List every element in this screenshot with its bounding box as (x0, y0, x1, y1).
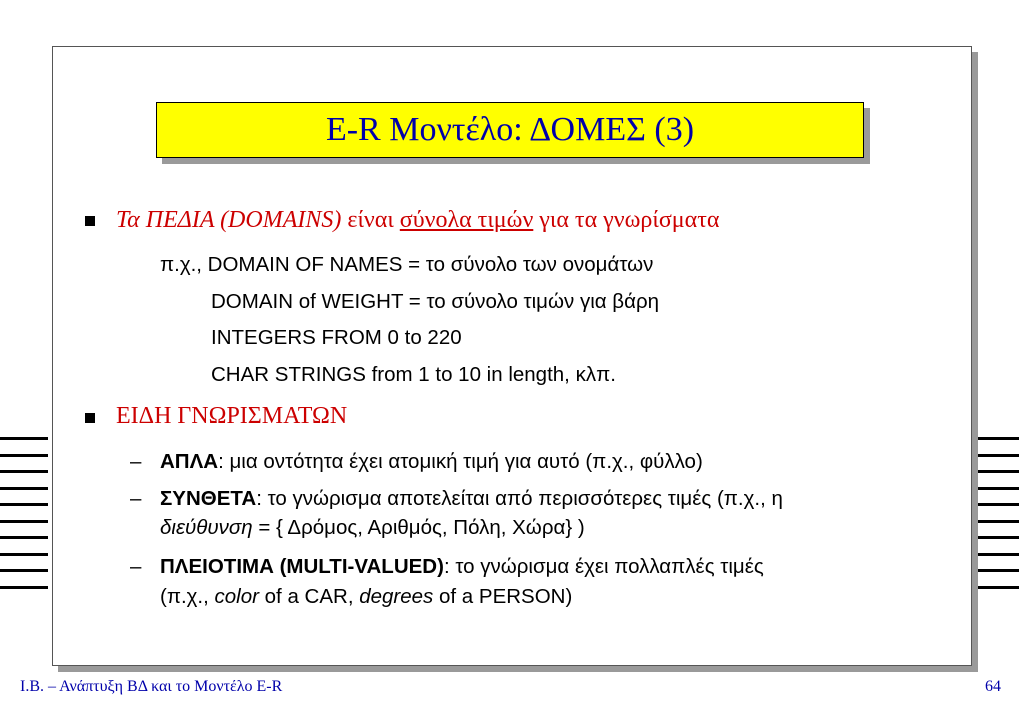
composite-text: : το γνώρισμα αποτελείται από περισσότερες τιμές (π.χ., η (256, 487, 783, 510)
example-line: DOMAIN of WEIGHT = το σύνολο τιμών για βάρη (211, 290, 660, 313)
composite-attribute-item-cont (160, 516, 585, 540)
square-bullet-icon (85, 413, 95, 423)
domains-bullet (116, 207, 719, 234)
multi-l2-degrees: degrees (359, 585, 434, 608)
dash-bullet: – (130, 450, 142, 473)
domains-underlined: σύνολα τιμών (399, 207, 534, 233)
simple-text: : μια οντότητα έχει ατομική τιμή για αυτό (π.χ., φύλλο) (218, 450, 703, 473)
multi-l2-color: color (214, 585, 259, 608)
multi-l2-b: of a CAR, (258, 585, 360, 608)
domains-text-before: είναι (341, 207, 400, 233)
example-line: INTEGERS FROM 0 to 220 (211, 326, 462, 349)
multi-l2-a: (π.χ., (160, 585, 215, 608)
dash-bullet: – (130, 555, 142, 578)
composite-attribute-item (160, 487, 783, 511)
address-text: = { Δρόμος, Αριθμός, Πόλη, Χώρα} ) (252, 516, 585, 539)
footer-course-title: Ι.Β. – Ανάπτυξη ΒΔ και το Μοντέλο E-R (20, 678, 283, 695)
domains-text-after: για τα γνωρίσματα (533, 207, 720, 233)
multivalued-attribute-item-cont (160, 585, 572, 609)
multivalued-label: ΠΛΕΙΟΤΙΜΑ (MULTI-VALUED) (160, 555, 444, 578)
page-number: 64 (985, 678, 1001, 695)
multivalued-attribute-item (160, 555, 764, 579)
multivalued-text: : το γνώρισμα έχει πολλαπλές τιμές (443, 555, 764, 578)
composite-label: ΣΥΝΘΕΤΑ (160, 487, 257, 510)
example-line: π.χ., DOMAIN OF NAMES = το σύνολο των ονομάτων (160, 253, 654, 276)
simple-attribute-item (160, 450, 703, 474)
address-italic: διεύθυνση (160, 516, 253, 539)
page-title: E-R Μοντέλο: ΔΟΜΕΣ (3) (325, 111, 695, 148)
domains-italic: Τα ΠΕΔΙΑ (DOMAINS) (116, 207, 342, 233)
dash-bullet: – (130, 487, 142, 510)
example-line: CHAR STRINGS from 1 to 10 in length, κλπ. (211, 363, 616, 386)
attribute-types-heading: ΕΙΔΗ ΓΝΩΡΙΣΜΑΤΩΝ (116, 403, 348, 429)
square-bullet-icon (85, 216, 95, 226)
multi-l2-c: of a PERSON) (433, 585, 573, 608)
simple-label: ΑΠΛΑ (160, 450, 219, 473)
